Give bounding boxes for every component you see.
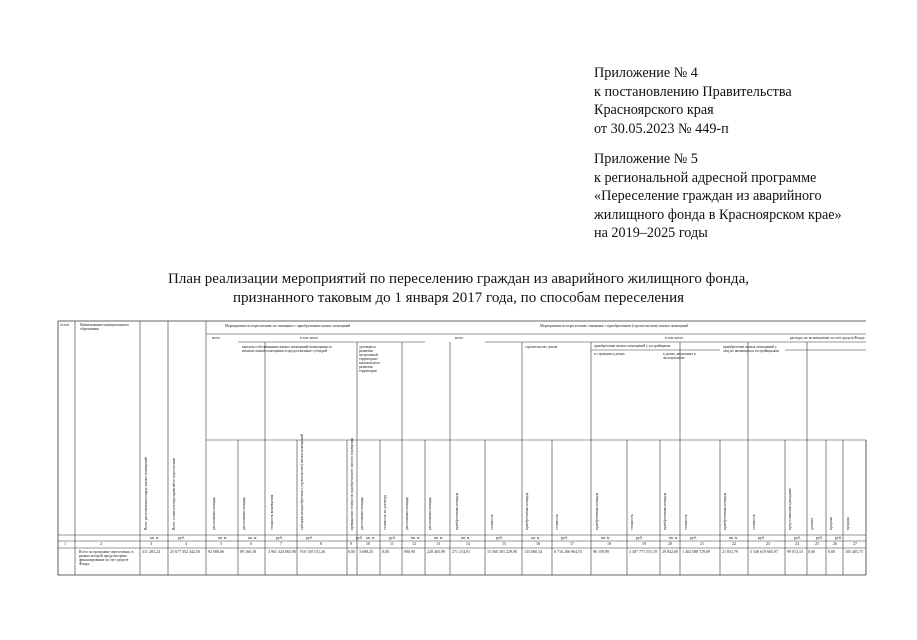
- header-vertical-label: стоимость: [630, 514, 634, 530]
- appendix-4-line2: к постановлению Правительства: [594, 83, 792, 100]
- column-number-cell: 20: [668, 541, 672, 546]
- header-group-no-acquisition: Мероприятия по переселению, не связанные с приобретением жилых помещений: [225, 324, 351, 328]
- row-value-cell: 3 307 771 531,19: [629, 549, 657, 554]
- header-vertical-label: Всего стоимость мероприятий по переселению: [172, 457, 176, 530]
- header-vertical-label: стоимость: [555, 514, 559, 530]
- unit-cell: руб.: [636, 535, 643, 540]
- appendix-4-line3: Красноярского края: [594, 102, 714, 119]
- header-vertical-label: стоимость возмещения: [270, 494, 274, 530]
- row-value-cell: 89 160,18: [240, 549, 256, 554]
- header-vertical-label: приобретаемая площадь: [595, 492, 599, 530]
- title-line1: План реализации мероприятий по переселению граждан из аварийного жилищного фонда,: [168, 271, 749, 287]
- header-purchase-built: в строящихся домах: [594, 352, 625, 356]
- row-value-cell: 99 013,13: [787, 549, 803, 554]
- unit-cell: кв. м: [669, 535, 678, 540]
- column-number-cell: 5: [220, 541, 222, 546]
- header-purchase-others: приобретение жилых помещений у лиц, не являющихся застройщиками: [723, 345, 779, 353]
- column-number-cell: 11: [390, 541, 394, 546]
- unit-cell: руб.: [816, 535, 823, 540]
- row-value-cell: 0,00: [348, 549, 355, 554]
- row-value-cell: 228 465,99: [427, 549, 445, 554]
- unit-cell: руб.: [758, 535, 765, 540]
- header-vertical-label: стоимость по договору: [383, 494, 387, 530]
- column-number-cell: 10: [366, 541, 370, 546]
- unit-cell: кв. м: [248, 535, 257, 540]
- row-value-cell: 96 159,89: [593, 549, 609, 554]
- header-subtotal-1: всего: [212, 336, 221, 340]
- unit-cell: кв. м: [729, 535, 738, 540]
- row-value-cell: 271 214,01: [452, 549, 470, 554]
- header-col-municipality: Наименование муниципального образования: [80, 323, 129, 331]
- header-vertical-label: стоимость: [490, 514, 494, 530]
- column-number-cell: 26: [833, 541, 837, 546]
- title-line2: признанного таковым до 1 января 2017 года, по способам переселения: [232, 289, 685, 306]
- header-purchase: приобретение жилых помещений у застройщиков: [594, 344, 671, 348]
- column-number-cell: 21: [700, 541, 704, 546]
- unit-cell: кв. м: [366, 535, 375, 540]
- unit-cell: руб.: [276, 535, 283, 540]
- row-value-cell: 105 405,75: [845, 549, 863, 554]
- column-number-cell: 27: [853, 541, 857, 546]
- unit-cell: кв. м: [461, 535, 470, 540]
- header-including-2: в том числе:: [665, 336, 684, 340]
- row-value-cell: 0,00: [828, 549, 835, 554]
- header-vertical-label: субсидия на приобретение (строительство) жилых помещений: [300, 434, 304, 530]
- header-vertical-label: продажа: [829, 517, 833, 530]
- row-value-cell: 29 832,00: [662, 549, 678, 554]
- appendix-5-line1: Приложение № 5: [594, 151, 698, 167]
- appendix-5-line5: на 2019–2025 годы: [594, 225, 708, 242]
- header-vertical-label: расселяемая площадь: [405, 496, 409, 530]
- unit-cell: кв. м: [218, 535, 227, 540]
- column-number-cell: 13: [436, 541, 440, 546]
- column-number-cell: 3: [150, 541, 152, 546]
- header-including-1: в том числе:: [300, 336, 319, 340]
- header-vertical-label: расселяемая площадь: [428, 496, 432, 530]
- unit-cell: руб.: [306, 535, 313, 540]
- column-number-cell: 23: [766, 541, 770, 546]
- column-number-cell: 24: [795, 541, 799, 546]
- row-value-cell: 92 908,06: [208, 549, 224, 554]
- row-value-cell: 0,00: [808, 549, 815, 554]
- header-vertical-label: стоимость: [752, 514, 756, 530]
- row-value-cell: 21 831,79: [722, 549, 738, 554]
- unit-cell: руб.: [835, 535, 842, 540]
- header-vertical-label: предоставление гражданам: [788, 488, 792, 530]
- column-number-cell: 7: [280, 541, 282, 546]
- row-value-cell: 133 060,34: [524, 549, 542, 554]
- header-vertical-label: Всего расселяемая площадь жилых помещений: [144, 457, 148, 530]
- row-value-cell: 311 283,24: [142, 549, 160, 554]
- header-vertical-label: превышение стоимости приобретаемого жилого помещения: [350, 437, 354, 530]
- header-vertical-label: продажа: [846, 517, 850, 530]
- row-value-cell: 25 677 352 342,50: [170, 549, 200, 554]
- row-value-cell: 5 546 619 665,97: [750, 549, 778, 554]
- header-owner-payment: выплата собственникам жилых помещений возмещения за изъятые жилые помещения и предоставление субсидий: [242, 345, 332, 353]
- column-number-cell: 16: [536, 541, 540, 546]
- header-vertical-label: расселяемая площадь: [360, 496, 364, 530]
- column-number-cell: 14: [466, 541, 470, 546]
- column-number-cell: 15: [502, 541, 506, 546]
- appendix-5-line3: «Переселение граждан из аварийного: [594, 188, 822, 205]
- column-number-cell: 6: [250, 541, 252, 546]
- unit-cell: кв. м: [411, 535, 420, 540]
- appendix-4-line4: от 30.05.2023 № 449-п: [594, 120, 729, 137]
- row-value-cell: 15 560 381 229,90: [487, 549, 517, 554]
- column-number-cell: 22: [732, 541, 736, 546]
- unit-cell: руб.: [496, 535, 503, 540]
- unit-cell: руб.: [389, 535, 396, 540]
- appendix-5-line2: к региональной адресной программе: [594, 169, 817, 186]
- header-group-acquisition: Мероприятия по переселению, связанные с приобретением (строительством) жилых помещений: [540, 324, 689, 328]
- unit-cell: руб.: [178, 535, 185, 540]
- row-value-cell: 3 961 324 065,90: [268, 549, 296, 554]
- header-vertical-label: приобретаемая площадь: [525, 492, 529, 530]
- header-vertical-label: расселяемая площадь: [212, 496, 216, 530]
- unit-cell: кв. м: [150, 535, 159, 540]
- header-vertical-label: расселяемая площадь: [242, 496, 246, 530]
- column-number-cell: 4: [185, 541, 187, 546]
- column-number-cell: 8: [320, 541, 322, 546]
- row-value-cell: 900,90: [404, 549, 415, 554]
- header-vertical-label: приобретаемая площадь: [723, 492, 727, 530]
- header-vertical-label: доплата: [810, 517, 814, 530]
- column-number-cell: 18: [607, 541, 611, 546]
- header-vertical-label: стоимость: [684, 514, 688, 530]
- header-vertical-label: приобретаемая площадь: [663, 492, 667, 530]
- row-value-cell: 3 698,25: [359, 549, 373, 554]
- unit-cell: кв. м: [531, 535, 540, 540]
- header-subtotal-2: всего: [455, 336, 464, 340]
- header-construction: строительство домов: [525, 345, 558, 349]
- header-agreements: договоры о развитии застроенной территории / комплексного развития территории: [359, 345, 381, 373]
- row-value-cell: 6 716 266 964,55: [554, 549, 582, 554]
- unit-cell: руб.: [356, 535, 363, 540]
- row-label-total: Всего по программе переселения, в рамках которой предусмотрено финансирование за счет средств Фонда,: [79, 550, 134, 566]
- column-number-cell: 25: [815, 541, 819, 546]
- column-number-cell: 1: [64, 541, 66, 546]
- unit-cell: руб.: [690, 535, 697, 540]
- unit-cell: руб.: [561, 535, 568, 540]
- column-number-cell: 2: [100, 541, 102, 546]
- column-number-cell: 9: [350, 541, 352, 546]
- appendix-5-line4: жилищного фонда в Красноярском крае»: [594, 206, 842, 223]
- column-number-cell: 17: [570, 541, 574, 546]
- header-excluded: расходы, не возмещаемые за счет средств Фонда: [790, 336, 865, 340]
- row-value-cell: 910 150 531,26: [300, 549, 325, 554]
- unit-cell: кв. м: [601, 535, 610, 540]
- unit-cell: кв. м: [434, 535, 443, 540]
- row-value-cell: 0,00: [382, 549, 389, 554]
- header-vertical-label: приобретаемая площадь: [455, 492, 459, 530]
- row-value-cell: 1 402 588 729,09: [682, 549, 710, 554]
- column-number-cell: 12: [412, 541, 416, 546]
- unit-cell: руб.: [794, 535, 801, 540]
- header-col-no: № п/п: [60, 323, 70, 327]
- appendix-4-line1: Приложение № 4: [594, 65, 698, 81]
- column-number-cell: 19: [642, 541, 646, 546]
- header-purchase-finished: в домах, введенных в эксплуатацию: [663, 352, 696, 360]
